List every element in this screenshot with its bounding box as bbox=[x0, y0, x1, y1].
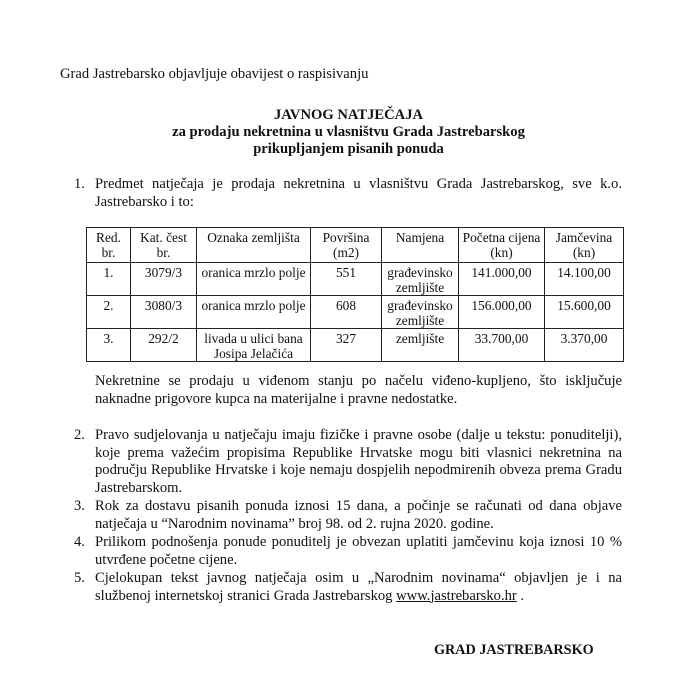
cell-oznaka: oranica mrzlo polje bbox=[197, 296, 311, 329]
title-line-1: JAVNOG NATJEČAJA bbox=[273, 107, 424, 123]
table-row bbox=[87, 329, 624, 362]
item-text bbox=[95, 570, 622, 605]
item-text-line-2: Jastrebarsko i to: bbox=[95, 193, 194, 210]
cell-pocetna-cijena: 141.000,00 bbox=[459, 263, 545, 296]
item-text-body: Cjelokupan tekst javnog natječaja osim u „Narodnim novinama“ objavljen je i na službenoj internetskoj stranici Grada Jastrebarskog bbox=[95, 570, 622, 604]
cell-red-br: 1. bbox=[87, 263, 131, 296]
header-jamcevina: Jamčevina (kn) bbox=[545, 228, 624, 263]
cell-povrsina: 608 bbox=[311, 296, 382, 329]
list-item-4 bbox=[74, 534, 622, 569]
title-line-2: za prodaju nekretnina u vlasništvu Grada Jastrebarskog bbox=[172, 124, 525, 140]
header-red-br: Red. br. bbox=[87, 228, 131, 263]
table-row bbox=[87, 296, 624, 329]
item-text: Prilikom podnošenja ponude ponuditelj je obvezan uplatiti jamčevinu koja iznosi 10 % utvrđene početne cijene. bbox=[95, 534, 622, 568]
header-pocetna-cijena: Početna cijena (kn) bbox=[459, 228, 545, 263]
table-row bbox=[87, 263, 624, 296]
cell-jamcevina: 15.600,00 bbox=[545, 296, 624, 329]
item-text-tail: . bbox=[516, 587, 525, 604]
property-table bbox=[86, 227, 624, 362]
cell-kat-cest: 3079/3 bbox=[131, 263, 197, 296]
intro-text: Grad Jastrebarsko objavljuje obavijest o raspisivanju bbox=[60, 66, 369, 82]
cell-povrsina: 327 bbox=[311, 329, 382, 362]
item-number: 5. bbox=[74, 570, 85, 586]
list-item-2 bbox=[74, 427, 622, 497]
cell-oznaka: oranica mrzlo polje bbox=[197, 263, 311, 296]
signature: GRAD JASTREBARSKO bbox=[434, 642, 594, 658]
item-number: 4. bbox=[74, 534, 85, 550]
cell-red-br: 2. bbox=[87, 296, 131, 329]
header-oznaka: Oznaka zemljišta bbox=[197, 228, 311, 263]
list-item-5 bbox=[74, 570, 622, 605]
item-text: Pravo sudjelovanja u natječaju imaju fizičke i pravne osobe (dalje u tekstu: ponuditelji), koje prema važećim propisima Republike Hrvatske mogu biti vlasnici nekretnina na području Republike Hrvatske i koje nemaju dospjelih nepodmirenih obveza prema Gradu Jastrebarskom. bbox=[95, 427, 622, 496]
cell-jamcevina: 3.370,00 bbox=[545, 329, 624, 362]
header-povrsina: Površina (m2) bbox=[311, 228, 382, 263]
item-text: Rok za dostavu pisanih ponuda iznosi 15 dana, a počinje se računati od dana objave natječaja u “Narodnim novinama” broj 98. od 2. rujna 2020. godine. bbox=[95, 498, 622, 532]
cell-namjena: građevinsko zemljište bbox=[382, 263, 459, 296]
list-item-3 bbox=[74, 498, 622, 533]
cell-namjena: građevinsko zemljište bbox=[382, 296, 459, 329]
item-number: 2. bbox=[74, 427, 85, 443]
document-title bbox=[0, 107, 697, 158]
item-text-line-1: Predmet natječaja je prodaja nekretnina u vlasništvu Grada Jastrebarskog, sve k.o. bbox=[95, 176, 622, 192]
table-header-row bbox=[87, 228, 624, 263]
header-namjena: Namjena bbox=[382, 228, 459, 263]
cell-pocetna-cijena: 33.700,00 bbox=[459, 329, 545, 362]
item-number: 3. bbox=[74, 498, 85, 514]
list-item-1 bbox=[74, 176, 622, 211]
cell-red-br: 3. bbox=[87, 329, 131, 362]
cell-jamcevina: 14.100,00 bbox=[545, 263, 624, 296]
item-number: 1. bbox=[74, 176, 85, 192]
title-line-3: prikupljanjem pisanih ponuda bbox=[253, 141, 444, 157]
header-kat-cest: Kat. čest br. bbox=[131, 228, 197, 263]
cell-namjena: zemljište bbox=[382, 329, 459, 362]
cell-kat-cest: 3080/3 bbox=[131, 296, 197, 329]
cell-povrsina: 551 bbox=[311, 263, 382, 296]
cell-oznaka: livada u ulici bana Josipa Jelačića bbox=[197, 329, 311, 362]
website-link[interactable]: www.jastrebarsko.hr bbox=[396, 587, 517, 604]
condition-note: Nekretnine se prodaju u viđenom stanju po načelu viđeno-kupljeno, što isključuje naknadne prigovore kupca na materijalne i pravne nedostatke. bbox=[95, 373, 622, 407]
cell-pocetna-cijena: 156.000,00 bbox=[459, 296, 545, 329]
cell-kat-cest: 292/2 bbox=[131, 329, 197, 362]
